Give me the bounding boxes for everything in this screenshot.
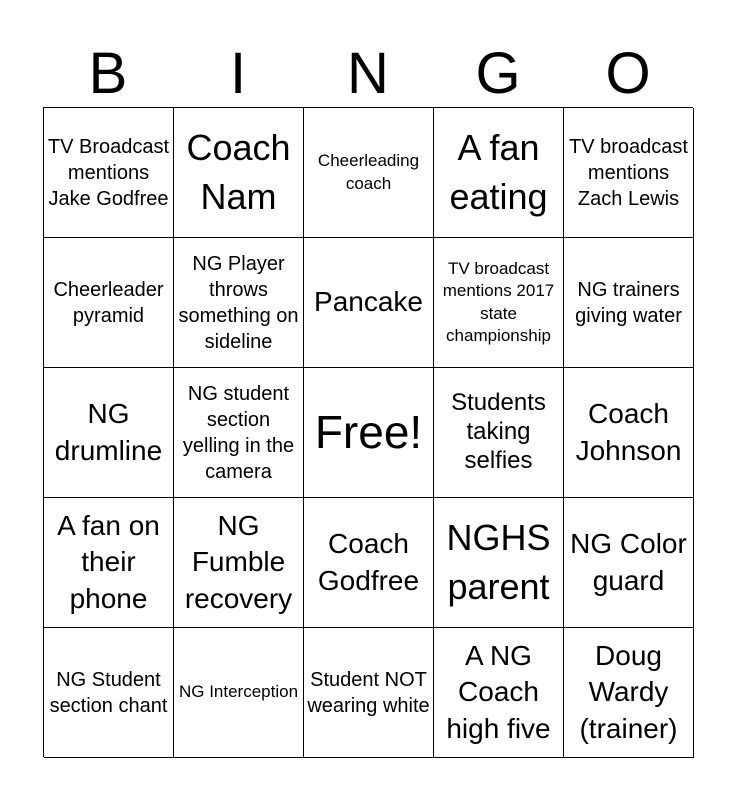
- cell-text: Cheerleader pyramid: [53, 278, 164, 327]
- bingo-cell[interactable]: [304, 238, 434, 368]
- cell-text: A fan eating: [449, 126, 548, 217]
- cell-text: NG Player throws something on sideline: [178, 252, 299, 353]
- cell-text: Free!: [314, 406, 423, 459]
- bingo-cell[interactable]: [44, 238, 174, 368]
- cell-text: NGHS parent: [446, 516, 551, 607]
- bingo-cell[interactable]: [564, 238, 694, 368]
- bingo-cell[interactable]: [434, 628, 564, 758]
- cell-text: NG drumline: [54, 398, 163, 466]
- bingo-cell[interactable]: [44, 368, 174, 498]
- bingo-cell[interactable]: [434, 368, 564, 498]
- bingo-cell[interactable]: [174, 238, 304, 368]
- header-letter-b: B: [88, 41, 128, 106]
- header-letter-g: G: [475, 41, 521, 106]
- cell-text: Coach Johnson: [575, 398, 682, 466]
- bingo-grid: [43, 107, 693, 757]
- bingo-cell[interactable]: [174, 368, 304, 498]
- cell-text: Doug Wardy (trainer): [579, 639, 678, 744]
- bingo-cell[interactable]: [564, 498, 694, 628]
- cell-text: NG trainers giving water: [575, 278, 682, 327]
- bingo-cell[interactable]: [44, 628, 174, 758]
- bingo-cell[interactable]: [174, 628, 304, 758]
- cell-text: A NG Coach high five: [446, 639, 551, 744]
- cell-text: NG student section yelling in the camera: [182, 382, 295, 483]
- free-space-cell[interactable]: [304, 368, 434, 498]
- cell-text: TV broadcast mentions Zach Lewis: [569, 135, 688, 210]
- bingo-cell[interactable]: [304, 498, 434, 628]
- bingo-cell[interactable]: [304, 628, 434, 758]
- bingo-cell[interactable]: [174, 498, 304, 628]
- bingo-cell[interactable]: [434, 108, 564, 238]
- bingo-cell[interactable]: [174, 108, 304, 238]
- cell-text: NG Fumble recovery: [184, 509, 293, 614]
- cell-text: NG Interception: [178, 682, 299, 702]
- cell-text: Cheerleading coach: [317, 151, 420, 193]
- cell-text: TV broadcast mentions 2017 state championship: [442, 259, 555, 345]
- header-letter-o: O: [605, 41, 651, 106]
- bingo-cell[interactable]: [434, 498, 564, 628]
- cell-text: TV Broadcast mentions Jake Godfree: [47, 135, 170, 210]
- bingo-header: [43, 40, 693, 108]
- cell-text: Pancake: [314, 286, 423, 318]
- cell-text: Students taking selfies: [451, 389, 546, 474]
- header-letter-n: N: [347, 41, 389, 106]
- bingo-cell[interactable]: [434, 238, 564, 368]
- cell-text: Coach Nam: [186, 126, 291, 217]
- bingo-cell[interactable]: [44, 108, 174, 238]
- header-letter-i: I: [229, 41, 247, 106]
- cell-text: NG Student section chant: [49, 668, 168, 717]
- bingo-cell[interactable]: [564, 368, 694, 498]
- bingo-cell[interactable]: [564, 108, 694, 238]
- cell-text: Coach Godfree: [317, 528, 420, 596]
- bingo-cell[interactable]: [564, 628, 694, 758]
- cell-text: Student NOT wearing white: [307, 668, 430, 717]
- bingo-cell[interactable]: [44, 498, 174, 628]
- bingo-cell[interactable]: [304, 108, 434, 238]
- cell-text: A fan on their phone: [57, 509, 160, 614]
- cell-text: NG Color guard: [570, 528, 687, 596]
